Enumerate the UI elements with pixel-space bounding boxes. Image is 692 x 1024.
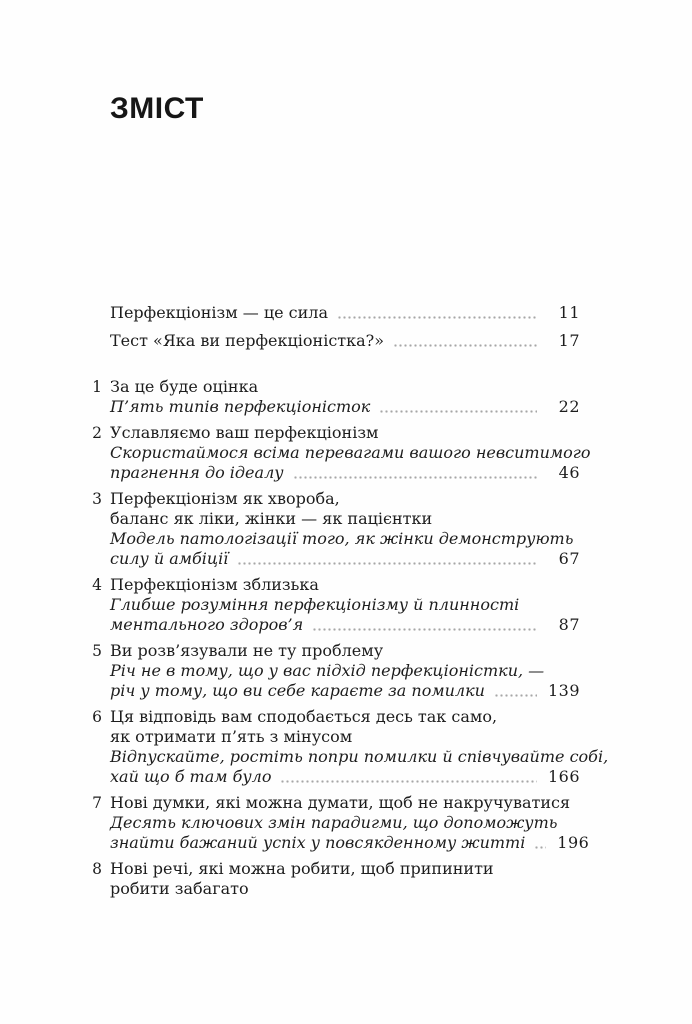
toc-line: [110, 661, 580, 681]
toc-line: [110, 575, 580, 595]
toc-line-text: За це буде оцінка: [110, 377, 259, 396]
toc-line-text: Ви розв’язували не ту проблему: [110, 641, 384, 660]
toc-line-text: Десять ключових змін парадигми, що допоможуть: [110, 813, 558, 832]
dotted-leader: [379, 410, 537, 413]
toc-line-text: Ця відповідь вам сподобається десь так само,: [110, 707, 498, 726]
toc-line-text: знайти бажаний успіх у повсякденному житті: [110, 833, 526, 852]
chapter-number: 6: [92, 708, 102, 726]
toc-line-text: робити забагато: [110, 879, 249, 898]
page-number: 67: [558, 549, 580, 568]
page-number: 22: [558, 397, 580, 416]
chapter-number: 4: [92, 576, 102, 594]
dotted-leader: [312, 628, 537, 631]
dotted-leader: [534, 846, 546, 849]
toc-line: [110, 509, 580, 529]
dotted-leader: [237, 562, 537, 565]
toc-entry: [92, 423, 591, 483]
dotted-leader: [293, 476, 537, 479]
page-number: 166: [547, 767, 580, 786]
chapter-number: 5: [92, 642, 102, 660]
toc-line-text: Перфекціонізм — це сила: [110, 303, 328, 322]
toc-line-text: Перфекціонізм як хвороба,: [110, 489, 340, 508]
page-number: 11: [558, 303, 580, 322]
toc-line-text: Тест «Яка ви перфекціоністка?»: [110, 331, 385, 350]
page-title: ЗМІСТ: [110, 92, 204, 125]
toc-line-text: прагнення до ідеалу: [110, 463, 284, 482]
toc-line-text: баланс як ліки, жінки — як пацієнтки: [110, 509, 433, 528]
toc-line-text: Річ не в тому, що у вас підхід перфекціоністки, —: [110, 661, 545, 680]
toc-line: [110, 681, 580, 701]
toc-line: [110, 707, 580, 727]
dotted-leader: [280, 780, 537, 783]
toc-entry: [92, 707, 609, 787]
toc-line: [110, 813, 580, 833]
toc-line-text: Нові думки, які можна думати, щоб не накручуватися: [110, 793, 571, 812]
page-number: 17: [558, 331, 580, 350]
toc-line-text: Відпускайте, ростіть попри помилки й співчувайте собі,: [110, 747, 609, 766]
toc-entry: [92, 793, 590, 853]
dotted-leader: [337, 316, 537, 319]
toc-line: [110, 377, 580, 397]
toc-line-text: Модель патологізації того, як жінки демонструють: [110, 529, 574, 548]
toc-entry: [92, 575, 580, 635]
toc-line-text: річ у тому, що ви себе караєте за помилки: [110, 681, 485, 700]
toc-line: [110, 489, 580, 509]
toc-line-text: ментального здоров’я: [110, 615, 304, 634]
toc-line: [110, 331, 580, 351]
toc-line: [110, 833, 590, 853]
page-number: 139: [547, 681, 580, 700]
toc-line: [110, 615, 580, 635]
toc-line: [110, 793, 580, 813]
toc-line-text: силу й амбіції: [110, 549, 229, 568]
toc-entry: [92, 377, 580, 417]
toc-entry: [110, 303, 580, 323]
dotted-leader: [494, 694, 537, 697]
toc-entry: [92, 489, 580, 569]
toc-line-text: хай що б там було: [110, 767, 272, 786]
chapter-number: 8: [92, 860, 102, 878]
toc-line-text: П’ять типів перфекціоністок: [110, 397, 371, 416]
toc-line: [110, 747, 609, 767]
toc-entry: [92, 641, 580, 701]
toc-entry: [110, 331, 580, 351]
toc-line-text: Перфекціонізм зблизька: [110, 575, 319, 594]
toc-line: [110, 641, 580, 661]
toc-line: [110, 423, 580, 443]
toc-line-text: Уславляємо ваш перфекціонізм: [110, 423, 379, 442]
toc-line: [110, 529, 580, 549]
toc-line: [110, 303, 580, 323]
chapter-number: 7: [92, 794, 102, 812]
toc-line: [110, 443, 591, 463]
chapter-number: 1: [92, 378, 102, 396]
front-matter-list: [110, 303, 580, 351]
table-of-contents: [92, 303, 609, 899]
toc-entry: [92, 859, 580, 899]
toc-line: [110, 767, 580, 787]
toc-line: [110, 727, 580, 747]
toc-line-text: Глибше розуміння перфекціонізму й плинності: [110, 595, 520, 614]
toc-line-text: як отримати п’ять з мінусом: [110, 727, 353, 746]
page-number: 196: [557, 833, 590, 852]
chapter-number: 2: [92, 424, 102, 442]
dotted-leader: [393, 344, 537, 347]
toc-line-text: Скористаймося всіма перевагами вашого невситимого: [110, 443, 591, 462]
toc-line: [110, 397, 580, 417]
toc-line: [110, 463, 580, 483]
toc-line: [110, 595, 580, 615]
chapter-list: [92, 377, 609, 899]
page-number: 46: [558, 463, 580, 482]
chapter-number: 3: [92, 490, 102, 508]
toc-line-text: Нові речі, які можна робити, щоб припинити: [110, 859, 494, 878]
toc-line: [110, 879, 580, 899]
page-number: 87: [558, 615, 580, 634]
toc-line: [110, 549, 580, 569]
toc-line: [110, 859, 580, 879]
